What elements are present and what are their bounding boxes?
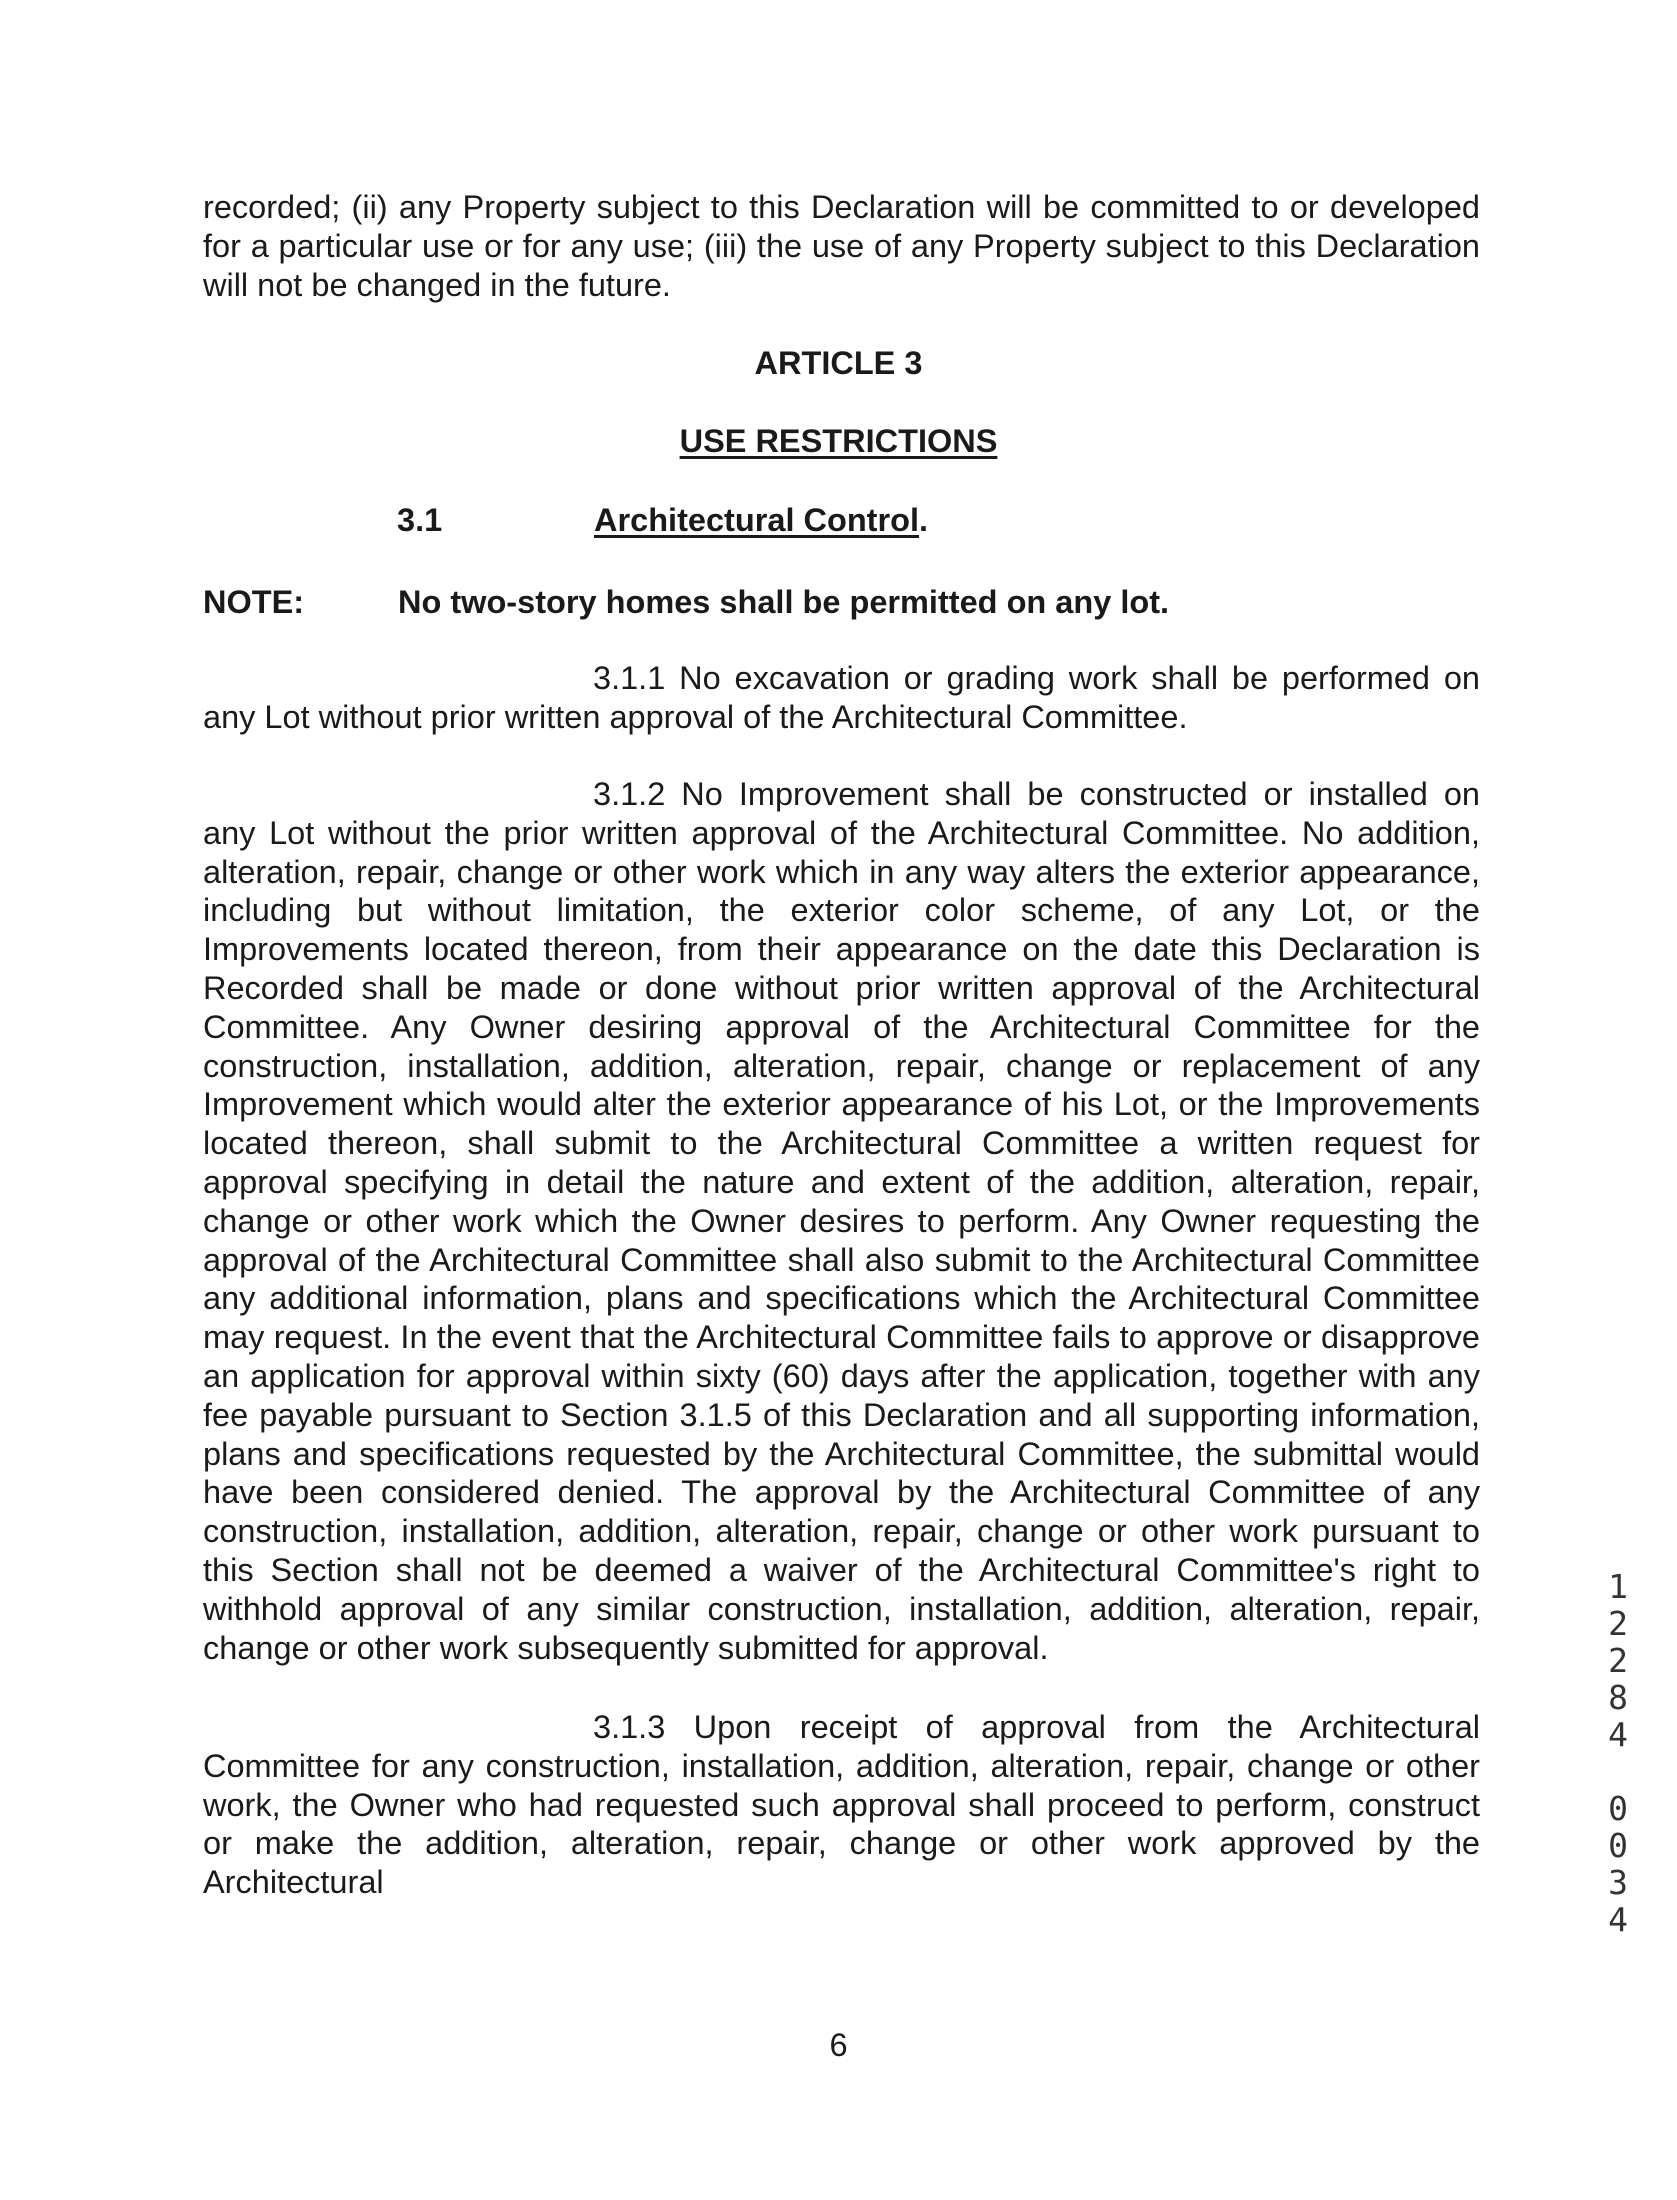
note-label: NOTE: (203, 584, 305, 620)
subsection-3-1-1: 3.1.1 No excavation or grading work shall be performed on any Lot without prior written approval of the Architectural Committee. (203, 660, 1480, 735)
section-number: 3.1 (397, 502, 443, 538)
article-title: USE RESTRICTIONS (679, 423, 998, 459)
side-stamp: 1 2 2 8 4 0 0 3 4 (1608, 1567, 1628, 1939)
section-title (594, 502, 928, 539)
subsection-3-1-2: 3.1.2 No Improvement shall be constructed or installed on any Lot without the prior written approval of the Architectural Committee. No addition, alteration, repair, change or other work which in any way alters the exterior appearance, including but without limitation, the exterior color scheme, of any Lot, or the Improvements located thereon, from their appearance on the date this Declaration is Recorded shall be made or done without prior written approval of the Architectural Committee. Any Owner desiring approval of the Architectural Committee for the construction, installation, addition, alteration, repair, change or replacement of any Improvement which would alter the exterior appearance of his Lot, or the Improvements located thereon, shall submit to the Architectural Committee a written request for approval specifying in detail the nature and extent of the addition, alteration, repair, change or other work which the Owner desires to perform. Any Owner requesting the approval of the Architectural Committee shall also submit to the Architectural Committee any additional information, plans and specifications which the Architectural Committee may request. In the event that the Architectural Committee fails to approve or disapprove an application for approval within sixty (60) days after the application, together with any fee payable pursuant to Section 3.1.5 of this Declaration and all supporting information, plans and specifications requested by the Architectural Committee, the submittal would have been considered denied. The approval by the Architectural Committee of any construction, installation, addition, alteration, repair, change or other work pursuant to this Section shall not be deemed a waiver of the Architectural Committee's right to withhold approval of any similar construction, installation, addition, alteration, repair, change or other work subsequently submitted for approval. (203, 776, 1480, 1666)
note-text: No two-story homes shall be permitted on any lot. (398, 584, 1170, 620)
page-number: 6 (829, 2027, 848, 2063)
article-heading: ARTICLE 3 (754, 345, 923, 381)
section-title-suffix: . (919, 502, 929, 538)
section-title-text: Architectural Control (594, 502, 920, 538)
subsection-3-1-3: 3.1.3 Upon receipt of approval from the Architectural Committee for any construction, installation, addition, alteration, repair, change or other work, the Owner who had requested such approval shall proceed to perform, construct or make the addition, alteration, repair, change or other work approved by the Architectural (203, 1709, 1480, 1901)
intro-paragraph: recorded; (ii) any Property subject to this Declaration will be committed to or developed for a particular use or for any use; (iii) the use of any Property subject to this Declaration will not be changed in the future. (203, 189, 1480, 303)
